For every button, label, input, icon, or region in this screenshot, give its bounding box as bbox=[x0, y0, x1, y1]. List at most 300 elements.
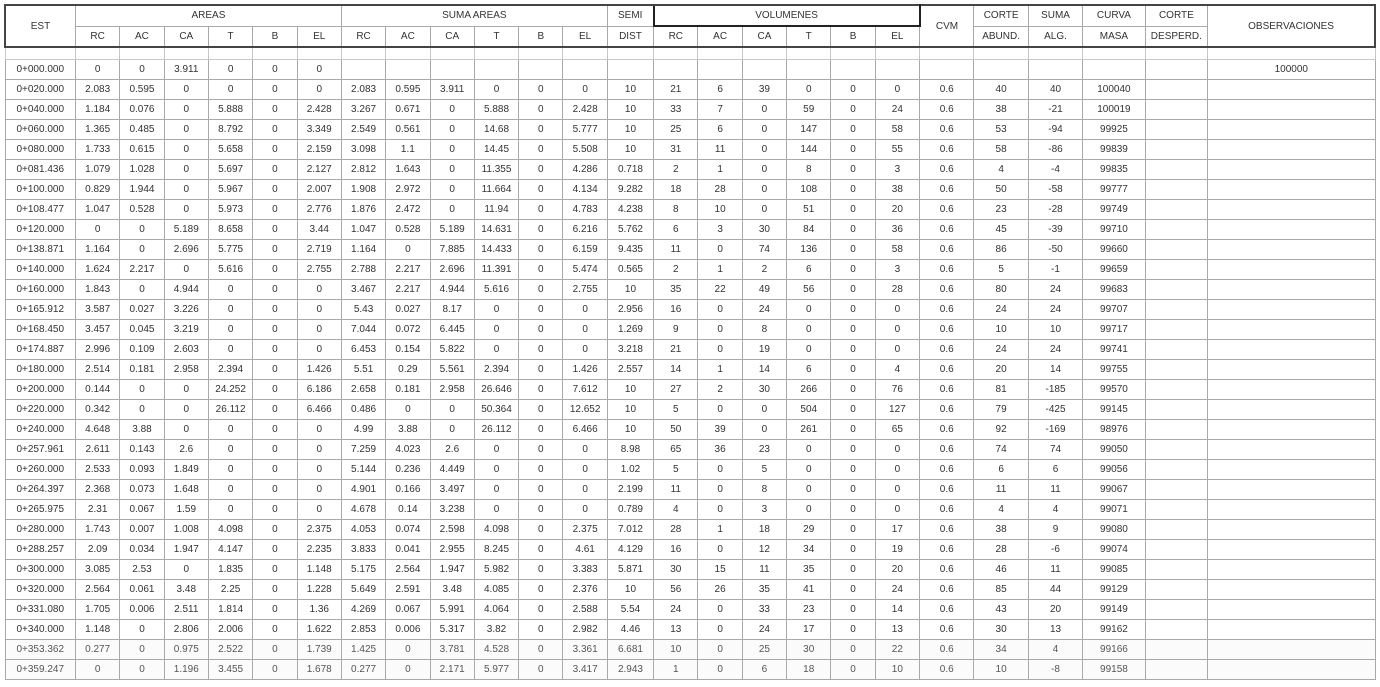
table-cell: 0 bbox=[519, 180, 563, 200]
table-cell: 0.027 bbox=[120, 300, 164, 320]
table-row bbox=[5, 540, 1375, 560]
table-cell: 8 bbox=[742, 320, 786, 340]
table-cell: 5.175 bbox=[341, 560, 385, 580]
table-cell: 0 bbox=[563, 440, 607, 460]
table-cell: 5.982 bbox=[474, 560, 518, 580]
table-row bbox=[5, 440, 1375, 460]
header-corte-desperd: CORTE bbox=[1145, 5, 1207, 26]
table-cell bbox=[1145, 240, 1207, 260]
table-cell: 99149 bbox=[1083, 600, 1145, 620]
table-cell: 0 bbox=[253, 200, 297, 220]
table-cell: 21 bbox=[654, 80, 698, 100]
table-cell: 0 bbox=[698, 600, 742, 620]
table-cell bbox=[1208, 480, 1375, 500]
table-cell: 0 bbox=[253, 80, 297, 100]
table-cell: 24 bbox=[742, 300, 786, 320]
table-cell: -4 bbox=[1028, 160, 1082, 180]
table-cell: 46 bbox=[974, 560, 1028, 580]
table-cell: 0 bbox=[519, 480, 563, 500]
table-cell: 0 bbox=[430, 180, 474, 200]
table-cell: 5.189 bbox=[430, 220, 474, 240]
table-cell: 0 bbox=[831, 420, 875, 440]
table-cell: 99925 bbox=[1083, 120, 1145, 140]
header-group-suma-areas: SUMA AREAS bbox=[341, 5, 607, 26]
table-cell: 10 bbox=[607, 100, 653, 120]
table-cell: 0 bbox=[253, 500, 297, 520]
table-cell: 2 bbox=[654, 260, 698, 280]
table-cell: 20 bbox=[875, 200, 919, 220]
table-cell: 0 bbox=[563, 460, 607, 480]
table-cell: 0.789 bbox=[607, 500, 653, 520]
table-cell: 1.705 bbox=[76, 600, 120, 620]
table-cell: 2.159 bbox=[297, 140, 341, 160]
table-cell: 3.497 bbox=[430, 480, 474, 500]
table-cell: 24.252 bbox=[208, 380, 252, 400]
table-cell: 2.083 bbox=[76, 80, 120, 100]
table-cell bbox=[1145, 480, 1207, 500]
table-cell: 6.681 bbox=[607, 640, 653, 660]
table-cell bbox=[1208, 260, 1375, 280]
table-cell: 0 bbox=[519, 340, 563, 360]
table-cell: 2 bbox=[698, 380, 742, 400]
table-cell bbox=[519, 60, 563, 80]
table-cell: 98976 bbox=[1083, 420, 1145, 440]
table-cell bbox=[1145, 160, 1207, 180]
header-areas-b: B bbox=[253, 26, 297, 47]
table-cell: 0 bbox=[474, 320, 518, 340]
station-cell: 0+320.000 bbox=[5, 580, 76, 600]
table-cell: 99056 bbox=[1083, 460, 1145, 480]
table-cell: 3.467 bbox=[341, 280, 385, 300]
table-cell bbox=[1145, 640, 1207, 660]
table-row bbox=[5, 640, 1375, 660]
table-cell: 0 bbox=[120, 400, 164, 420]
table-cell: 0 bbox=[742, 400, 786, 420]
table-cell: 6.216 bbox=[563, 220, 607, 240]
table-cell: 0 bbox=[875, 440, 919, 460]
table-cell: 144 bbox=[787, 140, 831, 160]
table-cell: 35 bbox=[787, 560, 831, 580]
table-cell: 0 bbox=[297, 460, 341, 480]
table-cell: 38 bbox=[875, 180, 919, 200]
table-cell: 2.394 bbox=[208, 360, 252, 380]
table-cell: 1.624 bbox=[76, 260, 120, 280]
table-cell: 58 bbox=[974, 140, 1028, 160]
table-cell: 20 bbox=[875, 560, 919, 580]
table-cell: 1.184 bbox=[76, 100, 120, 120]
table-cell: 0 bbox=[253, 380, 297, 400]
header-vol-el: EL bbox=[875, 26, 919, 47]
table-cell: 9.282 bbox=[607, 180, 653, 200]
table-cell: 3.911 bbox=[164, 60, 208, 80]
table-cell: 0.6 bbox=[920, 620, 974, 640]
table-cell: 45 bbox=[974, 220, 1028, 240]
table-cell: 0 bbox=[208, 300, 252, 320]
table-row bbox=[5, 140, 1375, 160]
table-cell: 0.181 bbox=[120, 360, 164, 380]
table-cell: 1.835 bbox=[208, 560, 252, 580]
table-cell: 147 bbox=[787, 120, 831, 140]
table-cell: 4.783 bbox=[563, 200, 607, 220]
table-cell: 0 bbox=[519, 240, 563, 260]
table-cell: 0.166 bbox=[386, 480, 430, 500]
table-cell: 0 bbox=[297, 300, 341, 320]
table-cell: 99741 bbox=[1083, 340, 1145, 360]
table-cell: 17 bbox=[787, 620, 831, 640]
table-cell: 12 bbox=[742, 540, 786, 560]
table-cell: 1.148 bbox=[297, 560, 341, 580]
table-cell: 99145 bbox=[1083, 400, 1145, 420]
table-cell: 0 bbox=[519, 280, 563, 300]
table-cell: 4.238 bbox=[607, 200, 653, 220]
table-cell: 80 bbox=[974, 280, 1028, 300]
table-cell: 49 bbox=[742, 280, 786, 300]
table-cell: 2.217 bbox=[386, 280, 430, 300]
table-cell: 0.486 bbox=[341, 400, 385, 420]
table-cell: 1.733 bbox=[76, 140, 120, 160]
table-cell: 99166 bbox=[1083, 640, 1145, 660]
station-cell: 0+288.257 bbox=[5, 540, 76, 560]
table-cell: 0.073 bbox=[120, 480, 164, 500]
table-cell: 1.59 bbox=[164, 500, 208, 520]
table-cell: 8.17 bbox=[430, 300, 474, 320]
table-cell: 0 bbox=[519, 620, 563, 640]
table-cell: 0 bbox=[120, 620, 164, 640]
table-cell: 0 bbox=[253, 320, 297, 340]
table-cell: 0 bbox=[519, 520, 563, 540]
table-cell: 2.375 bbox=[563, 520, 607, 540]
table-cell: 3.781 bbox=[430, 640, 474, 660]
table-cell: 2.09 bbox=[76, 540, 120, 560]
table-cell: 0 bbox=[474, 500, 518, 520]
table-cell: 99717 bbox=[1083, 320, 1145, 340]
table-cell bbox=[607, 60, 653, 80]
table-cell: 18 bbox=[787, 660, 831, 680]
table-cell bbox=[1208, 600, 1375, 620]
table-row bbox=[5, 420, 1375, 440]
table-cell: 2.719 bbox=[297, 240, 341, 260]
table-cell: 99071 bbox=[1083, 500, 1145, 520]
station-cell: 0+260.000 bbox=[5, 460, 76, 480]
table-cell: 0 bbox=[253, 60, 297, 80]
table-cell: 100040 bbox=[1083, 80, 1145, 100]
table-cell: 1.739 bbox=[297, 640, 341, 660]
station-cell: 0+108.477 bbox=[5, 200, 76, 220]
table-cell: 5.189 bbox=[164, 220, 208, 240]
table-cell: 0 bbox=[253, 180, 297, 200]
table-cell: 11 bbox=[654, 480, 698, 500]
table-cell: 0 bbox=[787, 340, 831, 360]
table-cell: 34 bbox=[787, 540, 831, 560]
table-cell: 0 bbox=[297, 340, 341, 360]
earthwork-sheet bbox=[4, 4, 1376, 680]
table-cell: 136 bbox=[787, 240, 831, 260]
table-cell: 0.6 bbox=[920, 200, 974, 220]
table-cell: 0 bbox=[698, 460, 742, 480]
table-cell: 10 bbox=[974, 660, 1028, 680]
table-cell: 3.218 bbox=[607, 340, 653, 360]
table-cell: 0 bbox=[519, 200, 563, 220]
table-cell: 2.533 bbox=[76, 460, 120, 480]
table-cell: 1.365 bbox=[76, 120, 120, 140]
table-cell: 0.595 bbox=[386, 80, 430, 100]
table-cell: 0 bbox=[474, 460, 518, 480]
table-cell: 0 bbox=[831, 660, 875, 680]
table-cell: 1.947 bbox=[164, 540, 208, 560]
station-cell: 0+265.975 bbox=[5, 500, 76, 520]
table-cell: 0 bbox=[875, 480, 919, 500]
table-row bbox=[5, 240, 1375, 260]
table-cell: 0.277 bbox=[341, 660, 385, 680]
table-cell: 43 bbox=[974, 600, 1028, 620]
table-cell: 26.646 bbox=[474, 380, 518, 400]
station-cell: 0+280.000 bbox=[5, 520, 76, 540]
table-cell: 4.648 bbox=[76, 420, 120, 440]
table-cell bbox=[563, 60, 607, 80]
spacer-row bbox=[5, 47, 1375, 60]
table-cell bbox=[1208, 100, 1375, 120]
table-cell: 0 bbox=[875, 80, 919, 100]
table-cell: 11.94 bbox=[474, 200, 518, 220]
table-cell: 0 bbox=[164, 140, 208, 160]
table-cell: 30 bbox=[787, 640, 831, 660]
table-cell: 38 bbox=[974, 520, 1028, 540]
table-row bbox=[5, 380, 1375, 400]
table-cell: 28 bbox=[974, 540, 1028, 560]
table-cell: 0.181 bbox=[386, 380, 430, 400]
table-cell: 74 bbox=[1028, 440, 1082, 460]
table-cell: 0.29 bbox=[386, 360, 430, 380]
table-cell: 0 bbox=[742, 180, 786, 200]
table-cell: 6.466 bbox=[297, 400, 341, 420]
table-cell: 26.112 bbox=[474, 420, 518, 440]
table-cell: 8.245 bbox=[474, 540, 518, 560]
table-cell: 0 bbox=[831, 300, 875, 320]
table-cell: 266 bbox=[787, 380, 831, 400]
table-cell: 2.806 bbox=[164, 620, 208, 640]
table-cell: 53 bbox=[974, 120, 1028, 140]
table-cell: 2.235 bbox=[297, 540, 341, 560]
table-cell: 4.023 bbox=[386, 440, 430, 460]
table-cell bbox=[1208, 620, 1375, 640]
table-cell: 23 bbox=[742, 440, 786, 460]
table-cell: 0 bbox=[253, 520, 297, 540]
table-cell: 2 bbox=[742, 260, 786, 280]
table-cell: 0 bbox=[698, 620, 742, 640]
table-cell: 0.561 bbox=[386, 120, 430, 140]
table-cell: 39 bbox=[698, 420, 742, 440]
station-cell: 0+220.000 bbox=[5, 400, 76, 420]
table-cell: 3.383 bbox=[563, 560, 607, 580]
table-cell: 0.6 bbox=[920, 480, 974, 500]
header-corte-abund: CORTE bbox=[974, 5, 1028, 26]
table-cell: 13 bbox=[1028, 620, 1082, 640]
header-curva-masa: CURVA bbox=[1083, 5, 1145, 26]
table-cell: 2.658 bbox=[341, 380, 385, 400]
table-cell: 0.143 bbox=[120, 440, 164, 460]
table-cell bbox=[1145, 420, 1207, 440]
table-cell: 22 bbox=[698, 280, 742, 300]
table-cell: 24 bbox=[1028, 340, 1082, 360]
station-cell: 0+180.000 bbox=[5, 360, 76, 380]
table-cell: 20 bbox=[1028, 600, 1082, 620]
table-cell bbox=[1145, 660, 1207, 680]
table-cell: 6 bbox=[742, 660, 786, 680]
table-cell: 4.61 bbox=[563, 540, 607, 560]
table-cell: 0 bbox=[831, 620, 875, 640]
table-cell: 19 bbox=[742, 340, 786, 360]
table-cell: 0 bbox=[253, 140, 297, 160]
table-cell: 28 bbox=[875, 280, 919, 300]
table-cell: 5.474 bbox=[563, 260, 607, 280]
table-cell: 5.973 bbox=[208, 200, 252, 220]
table-cell: 0.076 bbox=[120, 100, 164, 120]
header-areas-el: EL bbox=[297, 26, 341, 47]
table-cell: 4.944 bbox=[164, 280, 208, 300]
table-cell: 40 bbox=[1028, 80, 1082, 100]
table-cell: 0 bbox=[474, 440, 518, 460]
table-cell: 35 bbox=[654, 280, 698, 300]
table-cell: 14 bbox=[875, 600, 919, 620]
table-cell: 5.43 bbox=[341, 300, 385, 320]
table-cell: 5.697 bbox=[208, 160, 252, 180]
table-cell bbox=[1208, 300, 1375, 320]
table-cell: 0 bbox=[563, 320, 607, 340]
table-cell bbox=[1145, 260, 1207, 280]
table-cell: 2.428 bbox=[563, 100, 607, 120]
table-cell: 3.219 bbox=[164, 320, 208, 340]
table-cell bbox=[1083, 60, 1145, 80]
table-cell: 35 bbox=[742, 580, 786, 600]
table-cell: 1.148 bbox=[76, 620, 120, 640]
table-cell: 0.074 bbox=[386, 520, 430, 540]
table-cell bbox=[1145, 500, 1207, 520]
table-cell: 5.775 bbox=[208, 240, 252, 260]
table-cell: 5.508 bbox=[563, 140, 607, 160]
table-cell: 1.047 bbox=[76, 200, 120, 220]
table-cell: 2.696 bbox=[430, 260, 474, 280]
table-cell: 30 bbox=[742, 220, 786, 240]
table-cell: 6.445 bbox=[430, 320, 474, 340]
table-cell: 0.595 bbox=[120, 80, 164, 100]
table-cell: 3.267 bbox=[341, 100, 385, 120]
table-cell: 0 bbox=[253, 400, 297, 420]
table-cell: 0 bbox=[831, 160, 875, 180]
table-cell: 99777 bbox=[1083, 180, 1145, 200]
table-cell bbox=[1208, 320, 1375, 340]
table-cell: 0 bbox=[519, 100, 563, 120]
header-semi: SEMI bbox=[607, 5, 653, 26]
table-cell: 6.453 bbox=[341, 340, 385, 360]
table-cell: 99570 bbox=[1083, 380, 1145, 400]
table-cell: 4.269 bbox=[341, 600, 385, 620]
table-cell bbox=[1208, 360, 1375, 380]
table-cell bbox=[1145, 220, 1207, 240]
table-cell: 5.54 bbox=[607, 600, 653, 620]
table-cell: 0 bbox=[430, 100, 474, 120]
table-cell: 28 bbox=[654, 520, 698, 540]
table-cell: 0 bbox=[742, 160, 786, 180]
table-cell: 3.82 bbox=[474, 620, 518, 640]
table-cell: 2.083 bbox=[341, 80, 385, 100]
table-cell: 0 bbox=[297, 440, 341, 460]
table-cell bbox=[1145, 200, 1207, 220]
table-cell: 30 bbox=[654, 560, 698, 580]
table-cell: -50 bbox=[1028, 240, 1082, 260]
table-cell: 5.871 bbox=[607, 560, 653, 580]
table-row bbox=[5, 260, 1375, 280]
table-cell bbox=[1145, 440, 1207, 460]
table-cell: 0 bbox=[253, 540, 297, 560]
table-cell bbox=[1208, 180, 1375, 200]
table-cell: 0 bbox=[208, 420, 252, 440]
table-cell: 0 bbox=[120, 280, 164, 300]
table-row bbox=[5, 120, 1375, 140]
table-cell bbox=[386, 60, 430, 80]
station-cell: 0+331.080 bbox=[5, 600, 76, 620]
station-cell: 0+240.000 bbox=[5, 420, 76, 440]
table-cell: 1.947 bbox=[430, 560, 474, 580]
table-cell: 0.6 bbox=[920, 320, 974, 340]
table-cell: 6 bbox=[787, 260, 831, 280]
table-cell: 10 bbox=[607, 120, 653, 140]
table-cell: 2.755 bbox=[563, 280, 607, 300]
table-cell: 0 bbox=[831, 120, 875, 140]
table-cell: 10 bbox=[607, 80, 653, 100]
table-cell: 3.417 bbox=[563, 660, 607, 680]
table-cell: 5.977 bbox=[474, 660, 518, 680]
table-cell: 36 bbox=[698, 440, 742, 460]
table-cell: 0 bbox=[742, 120, 786, 140]
table-cell: 10 bbox=[607, 140, 653, 160]
table-cell: 18 bbox=[654, 180, 698, 200]
table-cell: 0 bbox=[563, 80, 607, 100]
table-cell: 0 bbox=[519, 420, 563, 440]
table-cell: 8.792 bbox=[208, 120, 252, 140]
table-cell: 0 bbox=[164, 100, 208, 120]
table-cell: 99080 bbox=[1083, 520, 1145, 540]
table-cell: 0 bbox=[831, 640, 875, 660]
table-cell: 0.6 bbox=[920, 220, 974, 240]
table-cell: 99162 bbox=[1083, 620, 1145, 640]
table-cell bbox=[1208, 420, 1375, 440]
table-cell bbox=[1208, 640, 1375, 660]
table-cell: 50 bbox=[654, 420, 698, 440]
table-cell: 0 bbox=[297, 500, 341, 520]
table-cell bbox=[1208, 500, 1375, 520]
table-cell: 0.144 bbox=[76, 380, 120, 400]
table-cell bbox=[1145, 540, 1207, 560]
table-cell: 0 bbox=[831, 560, 875, 580]
table-cell: 5 bbox=[654, 460, 698, 480]
table-row bbox=[5, 400, 1375, 420]
table-cell: 0.6 bbox=[920, 420, 974, 440]
table-cell: 0 bbox=[253, 340, 297, 360]
table-cell: 0 bbox=[519, 80, 563, 100]
table-cell: 1.622 bbox=[297, 620, 341, 640]
table-cell: 0 bbox=[120, 660, 164, 680]
table-cell: 3.587 bbox=[76, 300, 120, 320]
table-cell: 0.975 bbox=[164, 640, 208, 660]
table-cell: 14.45 bbox=[474, 140, 518, 160]
table-cell: 8.98 bbox=[607, 440, 653, 460]
table-cell: 14.631 bbox=[474, 220, 518, 240]
table-cell: 15 bbox=[698, 560, 742, 580]
table-cell: 2.31 bbox=[76, 500, 120, 520]
table-cell: 5.777 bbox=[563, 120, 607, 140]
table-cell: 0.528 bbox=[120, 200, 164, 220]
header-observaciones: OBSERVACIONES bbox=[1208, 5, 1375, 47]
